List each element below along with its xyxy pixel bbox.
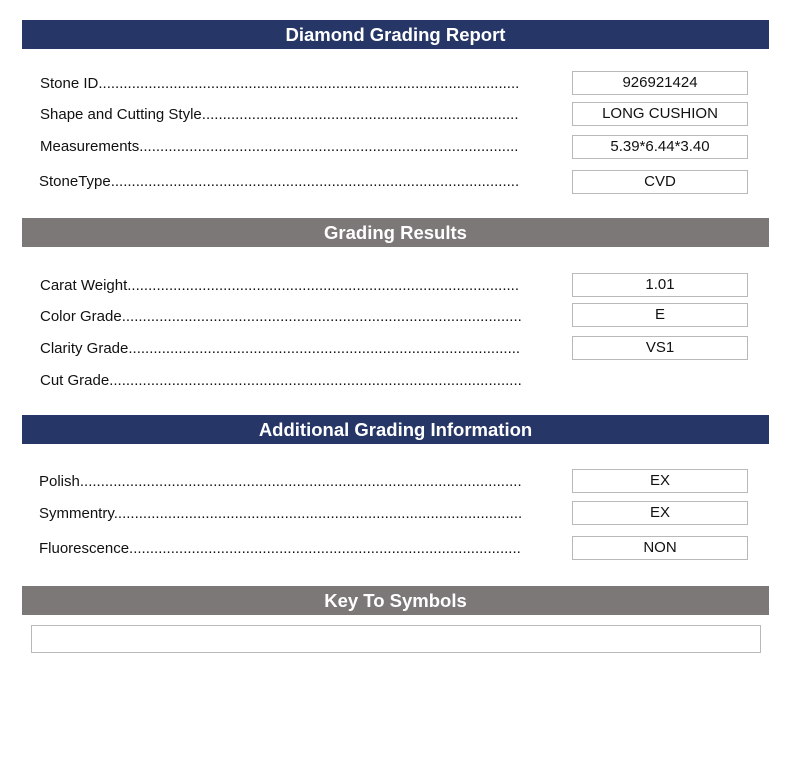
polish-value: EX (572, 469, 748, 493)
color-grade-label: Color Grade ..... (40, 308, 521, 326)
report-title-band (22, 20, 769, 49)
shape-label: Shape and Cutting Style ..... (40, 106, 519, 124)
key-to-symbols-box (31, 625, 761, 653)
color-grade-value: E (572, 303, 748, 327)
fluorescence-value: NON (572, 536, 748, 560)
shape-value: LONG CUSHION (572, 102, 748, 126)
stone-type-label: StoneType ..... (39, 173, 519, 191)
measurements-value: 5.39*6.44*3.40 (572, 135, 748, 159)
stone-id-value: 926921424 (572, 71, 748, 95)
symmetry-value: EX (572, 501, 748, 525)
carat-weight-label: Carat Weight ..... (40, 277, 519, 295)
additional-info-title: Additional Grading Information (258, 419, 533, 440)
carat-weight-value: 1.01 (572, 273, 748, 297)
grading-results-title: Grading Results (324, 222, 467, 243)
stone-id-label: Stone ID ..... (40, 75, 519, 93)
symmetry-label: Symmentry ..... (39, 505, 523, 523)
clarity-grade-label: Clarity Grade ..... (40, 340, 520, 358)
key-to-symbols-band (22, 586, 769, 615)
polish-label: Polish ..... (39, 473, 521, 491)
measurements-label: Measurements ..... (40, 138, 519, 156)
additional-info-band (22, 415, 769, 444)
clarity-grade-value: VS1 (572, 336, 748, 360)
fluorescence-label: Fluorescence ..... (39, 540, 521, 558)
key-to-symbols-title: Key To Symbols (324, 590, 467, 611)
cut-grade-label: Cut Grade ..... (40, 372, 521, 390)
report-title: Diamond Grading Report (285, 24, 506, 45)
stone-type-value: CVD (572, 170, 748, 194)
grading-results-band (22, 218, 769, 247)
